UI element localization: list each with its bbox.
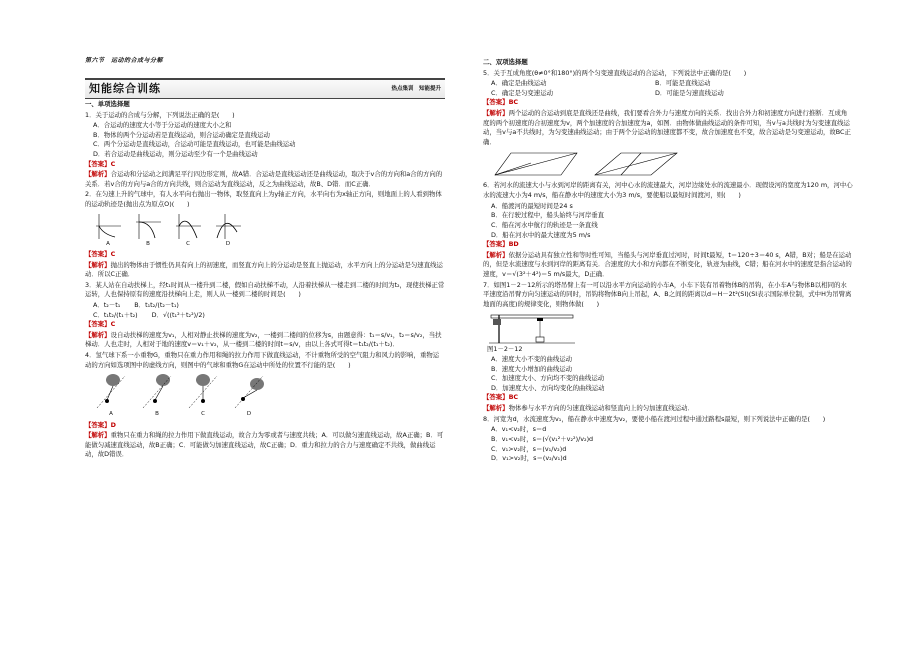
- q8-option-a: A．v₁<v₂时，s＝d: [491, 425, 547, 434]
- q8-option-b: B．v₁<v₂时，s＝(√(v₁²＋v₂²)/v₂)d: [491, 434, 594, 443]
- q5-parallelogram-2: [591, 149, 681, 179]
- q6-option-c: C．船在河水中航行的轨迹是一条直线: [491, 220, 598, 229]
- q2-answer: 【答案】C: [85, 249, 116, 258]
- q8-option-c: C．v₁>v₂时，s＝(v₁/v₂)d: [491, 444, 567, 453]
- q4-figure-d: D: [231, 372, 267, 418]
- q7-option-a: A．速度大小不变的曲线运动: [491, 355, 573, 364]
- q5-option-d: D．可能是匀速直线运动: [655, 88, 724, 97]
- q4-figure-c: C: [185, 372, 221, 418]
- crane-figure-caption: 图1－2－12: [487, 345, 523, 354]
- question-6: 6．若河水的流速大小与水到河岸的距离有关，河中心水的流速最大，河岸边缘处水的流速最小．现假设河的宽度为120 m，河中心水的流速大小为4 m/s，船在静水中的速度大小为3 m/s，要使船以最短时间渡河，则( ): [483, 181, 853, 200]
- question-2: 2．在匀速上升的气球中，有人水平向右抛出一物体，取竖直向上为y轴正方向，水平向右为x轴正方向，则地面上的人看到物体的运动轨迹是(抛出点为原点O)( ): [85, 190, 442, 209]
- q6-option-b: B．在行驶过程中，船头始终与河岸垂直: [491, 211, 605, 220]
- q6-option-a: A．船渡河的最短时间是24 s: [491, 201, 573, 210]
- q2-figure-b: B: [133, 212, 163, 248]
- q1-option-c: C．两个分运动是直线运动，合运动可能是直线运动，也可能是曲线运动: [93, 140, 296, 149]
- q1-answer: 【答案】C: [85, 159, 116, 168]
- q6-analysis: 【解析】依据分运动具有独立性和等时性可知，当船头与河岸垂直过河时，时间t最短，t＝120÷3＝40 s，A错，B对；船是在运动的，但是水流速度与水到河岸的距离有关．合速度的大小和方向都在不断变化，轨迹为曲线，C错；船在河水中的速度是指合运动的速度，v＝√(3²＋4²)＝5 m/s最大，D正确．: [483, 250, 852, 278]
- q5-answer: 【答案】BC: [483, 98, 519, 107]
- question-3: 3．某人站在自动扶梯上，经t₁时间从一楼升到二楼，假如自动扶梯不动，人沿着扶梯从一楼走到二楼的时间为t₂，现使扶梯正常运转，人也保持原有的速度沿扶梯向上走，则人从一楼到二楼的时间是( ): [85, 280, 445, 299]
- q7-analysis: 【解析】物体参与水平方向的匀速直线运动和竖直向上的匀加速直线运动．: [483, 404, 694, 413]
- q5-analysis: 【解析】两个运动的合运动到底是直线还是曲线，我们要看合外力与速度方向的关系．找出合外力和初速度方向进行推断．互成角度的两个初速度的合初速度为v，两个加速度的合加速度为a，如图．由物体做曲线运动的条件可知，当v与a共线时为匀变速直线运动，当v与a不共线时，为匀变速曲线运动；由于两个分运动的加速度都不变，故合加速度也不变，故合运动是匀变速运动，故BC正确．: [483, 109, 851, 146]
- q4-figure-b: B: [139, 372, 175, 418]
- q7-option-b: B．速度大小增加的曲线运动: [491, 364, 573, 373]
- band-subtitle: 热点集训 知能提升: [391, 86, 441, 92]
- q5-option-c: C．确定是匀变速运动: [491, 88, 553, 97]
- q5-parallelogram-1: [491, 149, 581, 179]
- q4-figures: [93, 372, 445, 418]
- section-single-choice: 一、单项选择题: [85, 100, 130, 108]
- q6-option-d: D．船在河水中的最大速度为5 m/s: [491, 230, 591, 239]
- question-4: 4．氢气球下系一小重物G，重物只在重力作用和绳的拉力作用下做直线运动，不计重物所受的空气阻力和风力的影响，重物运动的方向如选项图中的虚线方向，则图中的气球和重物G在运动中所处的位置不行能的是( ): [85, 351, 440, 369]
- section-header: 第六节 运动的合成与分解: [85, 57, 164, 64]
- question-5: 5．关于互成角度(θ≠0°和180°)的两个匀变速直线运动的合运动，下列说法中正确的是( ): [483, 68, 747, 77]
- q1-analysis: 【解析】合运动和分运动之间满足平行四边形定则，故A错．合运动是直线运动还是曲线运动，取决于v合的方向和a合的方向的关系．若v合的方向与a合的方向共线，则合运动为直线运动，反之为曲线运动，故B、D错．而C正确．: [85, 170, 443, 188]
- q3-option-d: D．√((t₁²＋t₂²)/2): [151, 310, 205, 319]
- q4-answer: 【答案】D: [85, 420, 116, 429]
- question-1: 1．关于运动的合成与分解，下列说法正确的是( ): [85, 110, 235, 119]
- q2-figure-a: A: [93, 212, 123, 248]
- title-band: [85, 78, 445, 99]
- q2-figure-d: D: [213, 212, 243, 248]
- question-8: 8．河宽为d，水流速度为v₁，船在静水中速度为v₂，要使小船在渡河过程中通过路程s最短，则下列说法中正确的是( ): [483, 414, 826, 423]
- crane-figure: [487, 311, 853, 355]
- q5-figures: [491, 149, 853, 179]
- q1-option-b: B．物体的两个分运动若是直线运动，则合运动确定是直线运动: [93, 130, 270, 139]
- left-content: [85, 98, 445, 461]
- q3-answer: 【答案】C: [85, 320, 116, 329]
- q3-option-b: B．t₁t₂/(t₂－t₁): [134, 301, 179, 309]
- q2-figure-c: C: [173, 212, 203, 248]
- q7-option-d: D．加速度大小、方向均变化的曲线运动: [491, 383, 605, 392]
- band-title: 知能综合训练: [89, 82, 161, 95]
- q4-analysis: 【解析】重物只在重力和绳的拉力作用下做直线运动，故合力为零或者与速度共线；A．可以做匀速直线运动，故A正确；B．可能做匀减速直线运动，故B正确；C．可能做匀加速直线运动，故C正确；D．重力和拉力的合力与速度确定不共线，做曲线运动，故D错误．: [85, 431, 444, 459]
- q7-answer: 【答案】BC: [483, 393, 519, 402]
- q4-figure-a: A: [93, 372, 129, 418]
- q7-option-c: C．加速度大小、方向均不变的曲线运动: [491, 374, 605, 383]
- q3-option-a: A．t₂－t₁: [93, 301, 121, 309]
- q1-option-d: D．若合运动是曲线运动，则分运动至少有一个是曲线运动: [93, 150, 258, 159]
- q3-option-c: C．t₁t₂/(t₁＋t₂): [93, 310, 138, 319]
- q6-answer: 【答案】BD: [483, 240, 519, 249]
- q8-option-d: D．v₁>v₂时，s＝(v₂/v₁)d: [491, 454, 567, 463]
- section-double-choice: 二、双项选择题: [483, 58, 528, 66]
- q2-analysis: 【解析】抛出的物体由于惯性仍具有向上的初速度，而竖直方向上的分运动是竖直上抛运动，水平方向上的分运动是匀速直线运动．所以C正确．: [85, 260, 443, 279]
- question-7: 7．如图1－2－12所示的塔吊臂上有一可以沿水平方向运动的小车A，小车下装有吊着物体B的吊钩，在小车A与物体B以相同的水平速度沿吊臂方向匀速运动的同时，吊钩将物体B向上吊起，A、B之间的距离以d＝H－2t²(SI)(SI表示国际单位制，式中H为吊臂离地面的高度)的规律变化，则物体做( ): [483, 280, 852, 308]
- q3-analysis: 【解析】设自动扶梯的速度为v₁，人相对静止扶梯的速度为v₂，一楼到二楼间的位移为s，由题意得：t₁＝s/v₁，t₂＝s/v₂，当扶梯动．人也走时，人相对于地的速度v＝v₁＋v₂，从一楼到二楼的时间t＝s/v，由以上各式可得t＝t₁t₂/(t₁＋t₂)．: [85, 330, 442, 349]
- right-content: [483, 56, 853, 464]
- q5-option-a: A．确定是曲线运动: [491, 79, 547, 88]
- q1-option-a: A．合运动的速度大小等于分运动的速度大小之和: [93, 121, 232, 130]
- q2-figures: [93, 212, 445, 248]
- q5-option-b: B．可能是直线运动: [655, 79, 711, 88]
